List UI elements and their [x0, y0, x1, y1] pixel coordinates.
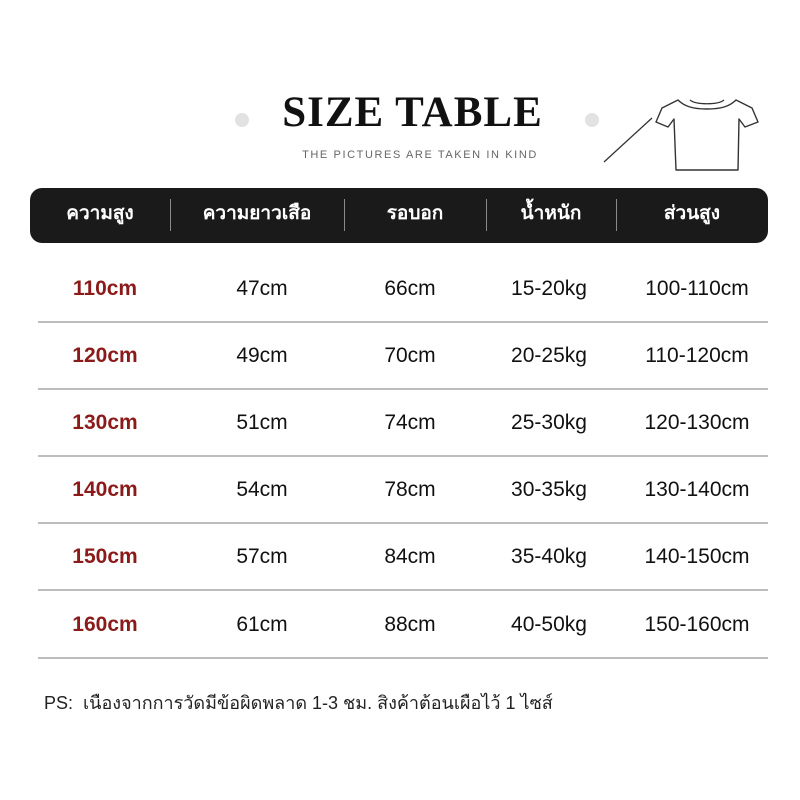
size-cell: 120cm [72, 344, 138, 367]
size-cell: 140cm [72, 478, 138, 501]
size-cell: 150cm [72, 545, 138, 568]
weight-cell: 35-40kg [511, 545, 587, 568]
chest-cell: 84cm [384, 545, 436, 568]
row-divider [38, 589, 768, 591]
body-height-cell: 120-130cm [644, 411, 750, 434]
body-height-cell: 130-140cm [644, 478, 750, 501]
footnote-prefix: PS: [44, 693, 74, 713]
body-height-cell: 150-160cm [644, 613, 750, 636]
table-row [38, 524, 768, 591]
shirt-length-cell: 47cm [236, 277, 288, 300]
decor-dot-right [585, 113, 599, 127]
column-header-body-height: ส่วนสูง [663, 203, 721, 224]
footnote-text: เนืองจากการวัดมีข้อผิดพลาด 1-3 ชม. สิงค้าต้อนเผือไว้ 1 ไซส์ [83, 693, 553, 713]
decor-dot-left [235, 113, 249, 127]
table-row [38, 390, 768, 457]
chest-cell: 70cm [384, 344, 436, 367]
row-divider [38, 657, 768, 659]
chest-cell: 78cm [384, 478, 436, 501]
weight-cell: 15-20kg [511, 277, 587, 300]
weight-cell: 40-50kg [511, 613, 587, 636]
table-row [38, 323, 768, 390]
footnote [44, 688, 553, 717]
weight-cell: 30-35kg [511, 478, 587, 501]
shirt-length-cell: 61cm [236, 613, 288, 636]
shirt-length-cell: 54cm [236, 478, 288, 501]
page-title: SIZE TABLE [282, 89, 543, 136]
size-cell: 110cm [72, 277, 138, 300]
chest-cell: 66cm [384, 277, 436, 300]
chest-cell: 88cm [384, 613, 436, 636]
body-height-cell: 110-120cm [645, 344, 749, 367]
size-cell: 130cm [72, 411, 138, 434]
tshirt-outline-icon [600, 92, 760, 174]
column-header-shirt-length: ความยาวเสือ [202, 203, 312, 224]
body-height-cell: 140-150cm [644, 545, 750, 568]
weight-cell: 25-30kg [511, 411, 587, 434]
body-height-cell: 100-110cm [645, 277, 749, 300]
table-header [30, 188, 768, 243]
column-header-chest: รอบอก [386, 203, 444, 224]
shirt-length-cell: 57cm [236, 545, 288, 568]
chest-cell: 74cm [384, 411, 436, 434]
shirt-length-cell: 51cm [236, 411, 288, 434]
shirt-length-cell: 49cm [236, 344, 288, 367]
size-cell: 160cm [72, 613, 138, 636]
column-header-weight: น้ำหนัก [520, 203, 582, 224]
table-row [38, 592, 768, 659]
table-row [38, 457, 768, 524]
column-header-height: ความสูง [66, 203, 134, 224]
weight-cell: 20-25kg [511, 344, 587, 367]
table-row [38, 256, 768, 323]
page-subtitle: THE PICTURES ARE TAKEN IN KIND [302, 149, 538, 161]
